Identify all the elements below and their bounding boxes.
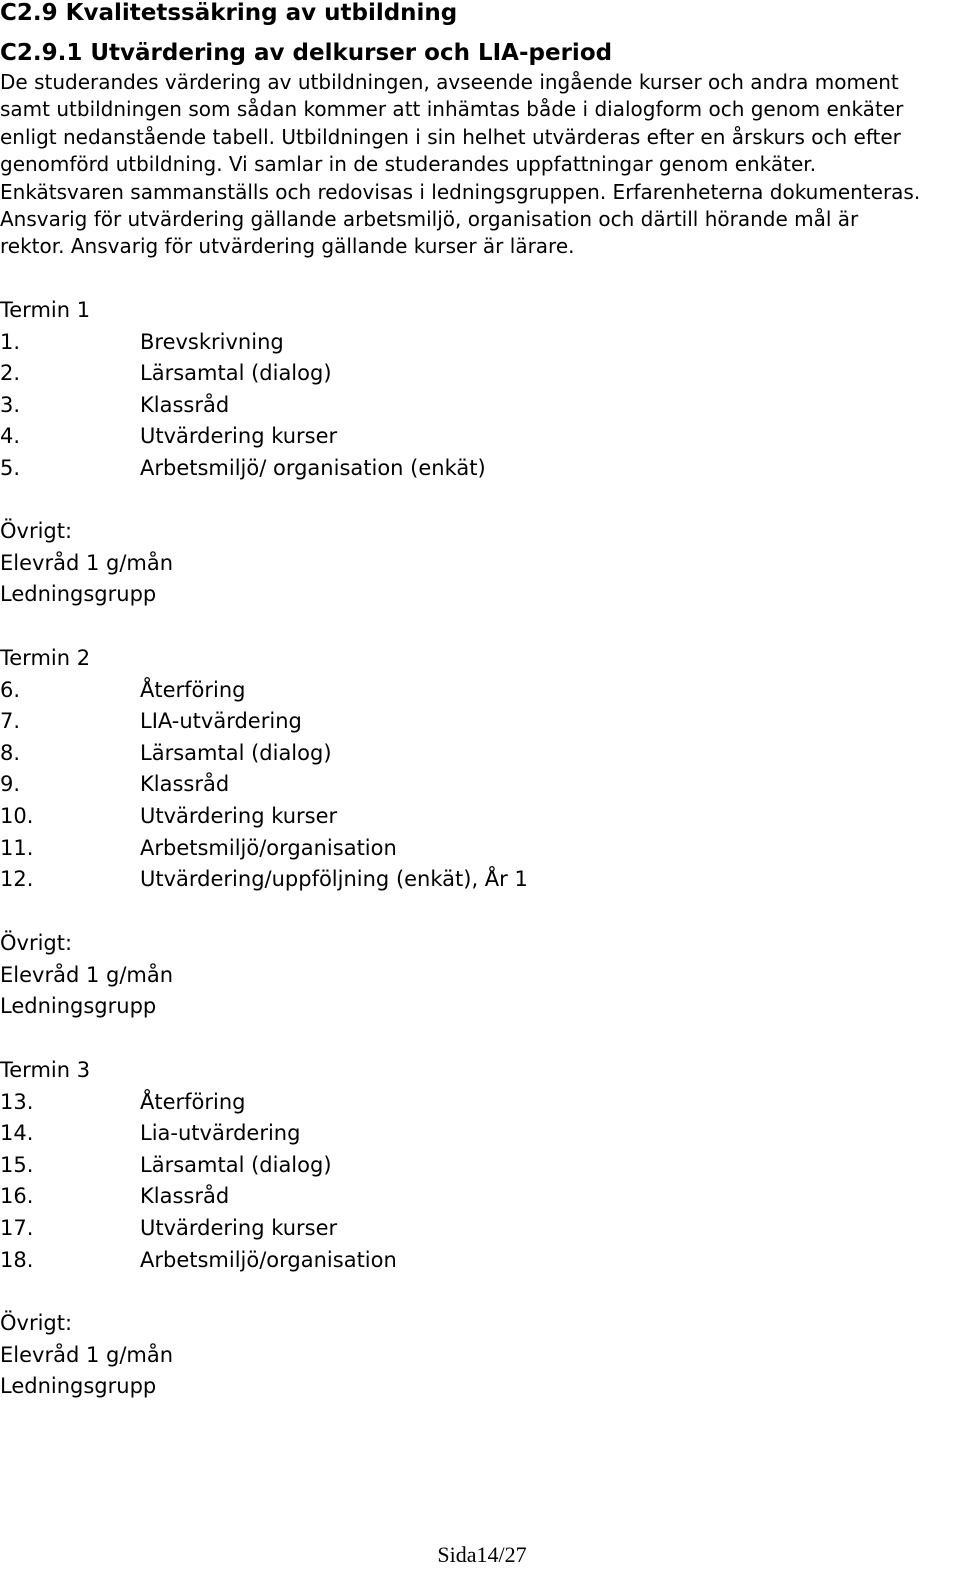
list-item <box>0 358 960 390</box>
page-number: Sida14/27 <box>437 1542 527 1567</box>
item-number: 6. <box>0 677 21 702</box>
item-text: Lärsamtal (dialog) <box>140 740 332 765</box>
list-item <box>0 675 960 707</box>
section-heading: C2.9 Kvalitetssäkring av utbildning <box>0 0 458 26</box>
item-text: Utvärdering kurser <box>140 1215 338 1240</box>
item-text: Utvärdering kurser <box>140 424 338 449</box>
other-line: Ledningsgrupp <box>0 582 157 607</box>
list-item <box>0 453 960 485</box>
other-line: Elevråd 1 g/mån <box>0 550 174 575</box>
item-text: Brevskrivning <box>140 329 284 354</box>
list-item <box>0 1245 960 1277</box>
list-item <box>0 864 960 896</box>
other-line: Ledningsgrupp <box>0 994 157 1019</box>
item-text: LIA-utvärdering <box>140 709 302 734</box>
item-text: Återföring <box>140 1089 246 1114</box>
paragraph-line: genomförd utbildning. Vi samlar in de studerandes uppfattningar genom enkäter. <box>0 152 817 177</box>
subsection-heading: C2.9.1 Utvärdering av delkurser och LIA-period <box>0 40 613 66</box>
item-number: 9. <box>0 772 21 797</box>
item-text: Lärsamtal (dialog) <box>140 361 332 386</box>
term-2-other <box>0 928 960 1023</box>
item-number: 7. <box>0 709 21 734</box>
item-number: 12. <box>0 867 34 892</box>
other-line: Ledningsgrupp <box>0 1374 157 1399</box>
item-text: Klassråd <box>140 392 230 417</box>
item-text: Arbetsmiljö/organisation <box>140 835 397 860</box>
term-1-block <box>0 295 960 485</box>
list-item <box>0 1087 960 1119</box>
item-text: Klassråd <box>140 1184 230 1209</box>
list-item <box>0 327 960 359</box>
item-number: 10. <box>0 803 34 828</box>
item-text: Lia-utvärdering <box>140 1121 301 1146</box>
item-number: 13. <box>0 1089 34 1114</box>
other-label: Övrigt: <box>0 931 73 955</box>
term-1-other <box>0 516 960 611</box>
list-item <box>0 769 960 801</box>
item-text: Utvärdering/uppföljning (enkät), År 1 <box>140 867 528 892</box>
term-title: Termin 1 <box>0 298 91 322</box>
list-item <box>0 390 960 422</box>
item-text: Utvärdering kurser <box>140 803 338 828</box>
other-line: Elevråd 1 g/mån <box>0 962 174 987</box>
item-number: 17. <box>0 1215 34 1240</box>
other-label: Övrigt: <box>0 1311 73 1335</box>
item-number: 8. <box>0 740 21 765</box>
item-number: 15. <box>0 1152 34 1177</box>
paragraph-line: rektor. Ansvarig för utvärdering gällande kurser är lärare. <box>0 234 575 259</box>
item-number: 11. <box>0 835 34 860</box>
item-number: 1. <box>0 329 21 354</box>
term-3-other <box>0 1308 960 1403</box>
intro-paragraph <box>0 69 960 261</box>
paragraph-line: samt utbildningen som sådan kommer att inhämtas både i dialogform och genom enkäter <box>0 97 904 122</box>
item-number: 16. <box>0 1184 34 1209</box>
item-number: 14. <box>0 1121 34 1146</box>
list-item <box>0 1118 960 1150</box>
list-item <box>0 1150 960 1182</box>
list-item <box>0 833 960 865</box>
paragraph-line: Enkätsvaren sammanställs och redovisas i ledningsgruppen. Erfarenheterna dokumenteras. <box>0 179 921 204</box>
list-item <box>0 801 960 833</box>
item-number: 5. <box>0 455 21 480</box>
item-text: Arbetsmiljö/organisation <box>140 1247 397 1272</box>
paragraph-line: Ansvarig för utvärdering gällande arbetsmiljö, organisation och därtill hörande mål är <box>0 206 859 231</box>
item-text: Arbetsmiljö/ organisation (enkät) <box>140 455 486 480</box>
item-number: 3. <box>0 392 21 417</box>
item-text: Klassråd <box>140 772 230 797</box>
paragraph-line: enligt nedanstående tabell. Utbildningen i sin helhet utvärderas efter en årskurs och efter <box>0 124 901 149</box>
item-number: 4. <box>0 424 21 449</box>
list-item <box>0 1181 960 1213</box>
list-item <box>0 738 960 770</box>
term-title: Termin 2 <box>0 646 91 670</box>
other-label: Övrigt: <box>0 519 73 543</box>
item-text: Lärsamtal (dialog) <box>140 1152 332 1177</box>
term-2-block <box>0 643 960 896</box>
other-line: Elevråd 1 g/mån <box>0 1342 174 1367</box>
item-text: Återföring <box>140 677 246 702</box>
list-item <box>0 1213 960 1245</box>
list-item <box>0 706 960 738</box>
item-number: 2. <box>0 361 21 386</box>
paragraph-line: De studerandes värdering av utbildningen, avseende ingående kurser och andra moment <box>0 70 899 94</box>
term-3-block <box>0 1055 960 1276</box>
term-title: Termin 3 <box>0 1058 91 1082</box>
item-number: 18. <box>0 1247 34 1272</box>
list-item <box>0 421 960 453</box>
